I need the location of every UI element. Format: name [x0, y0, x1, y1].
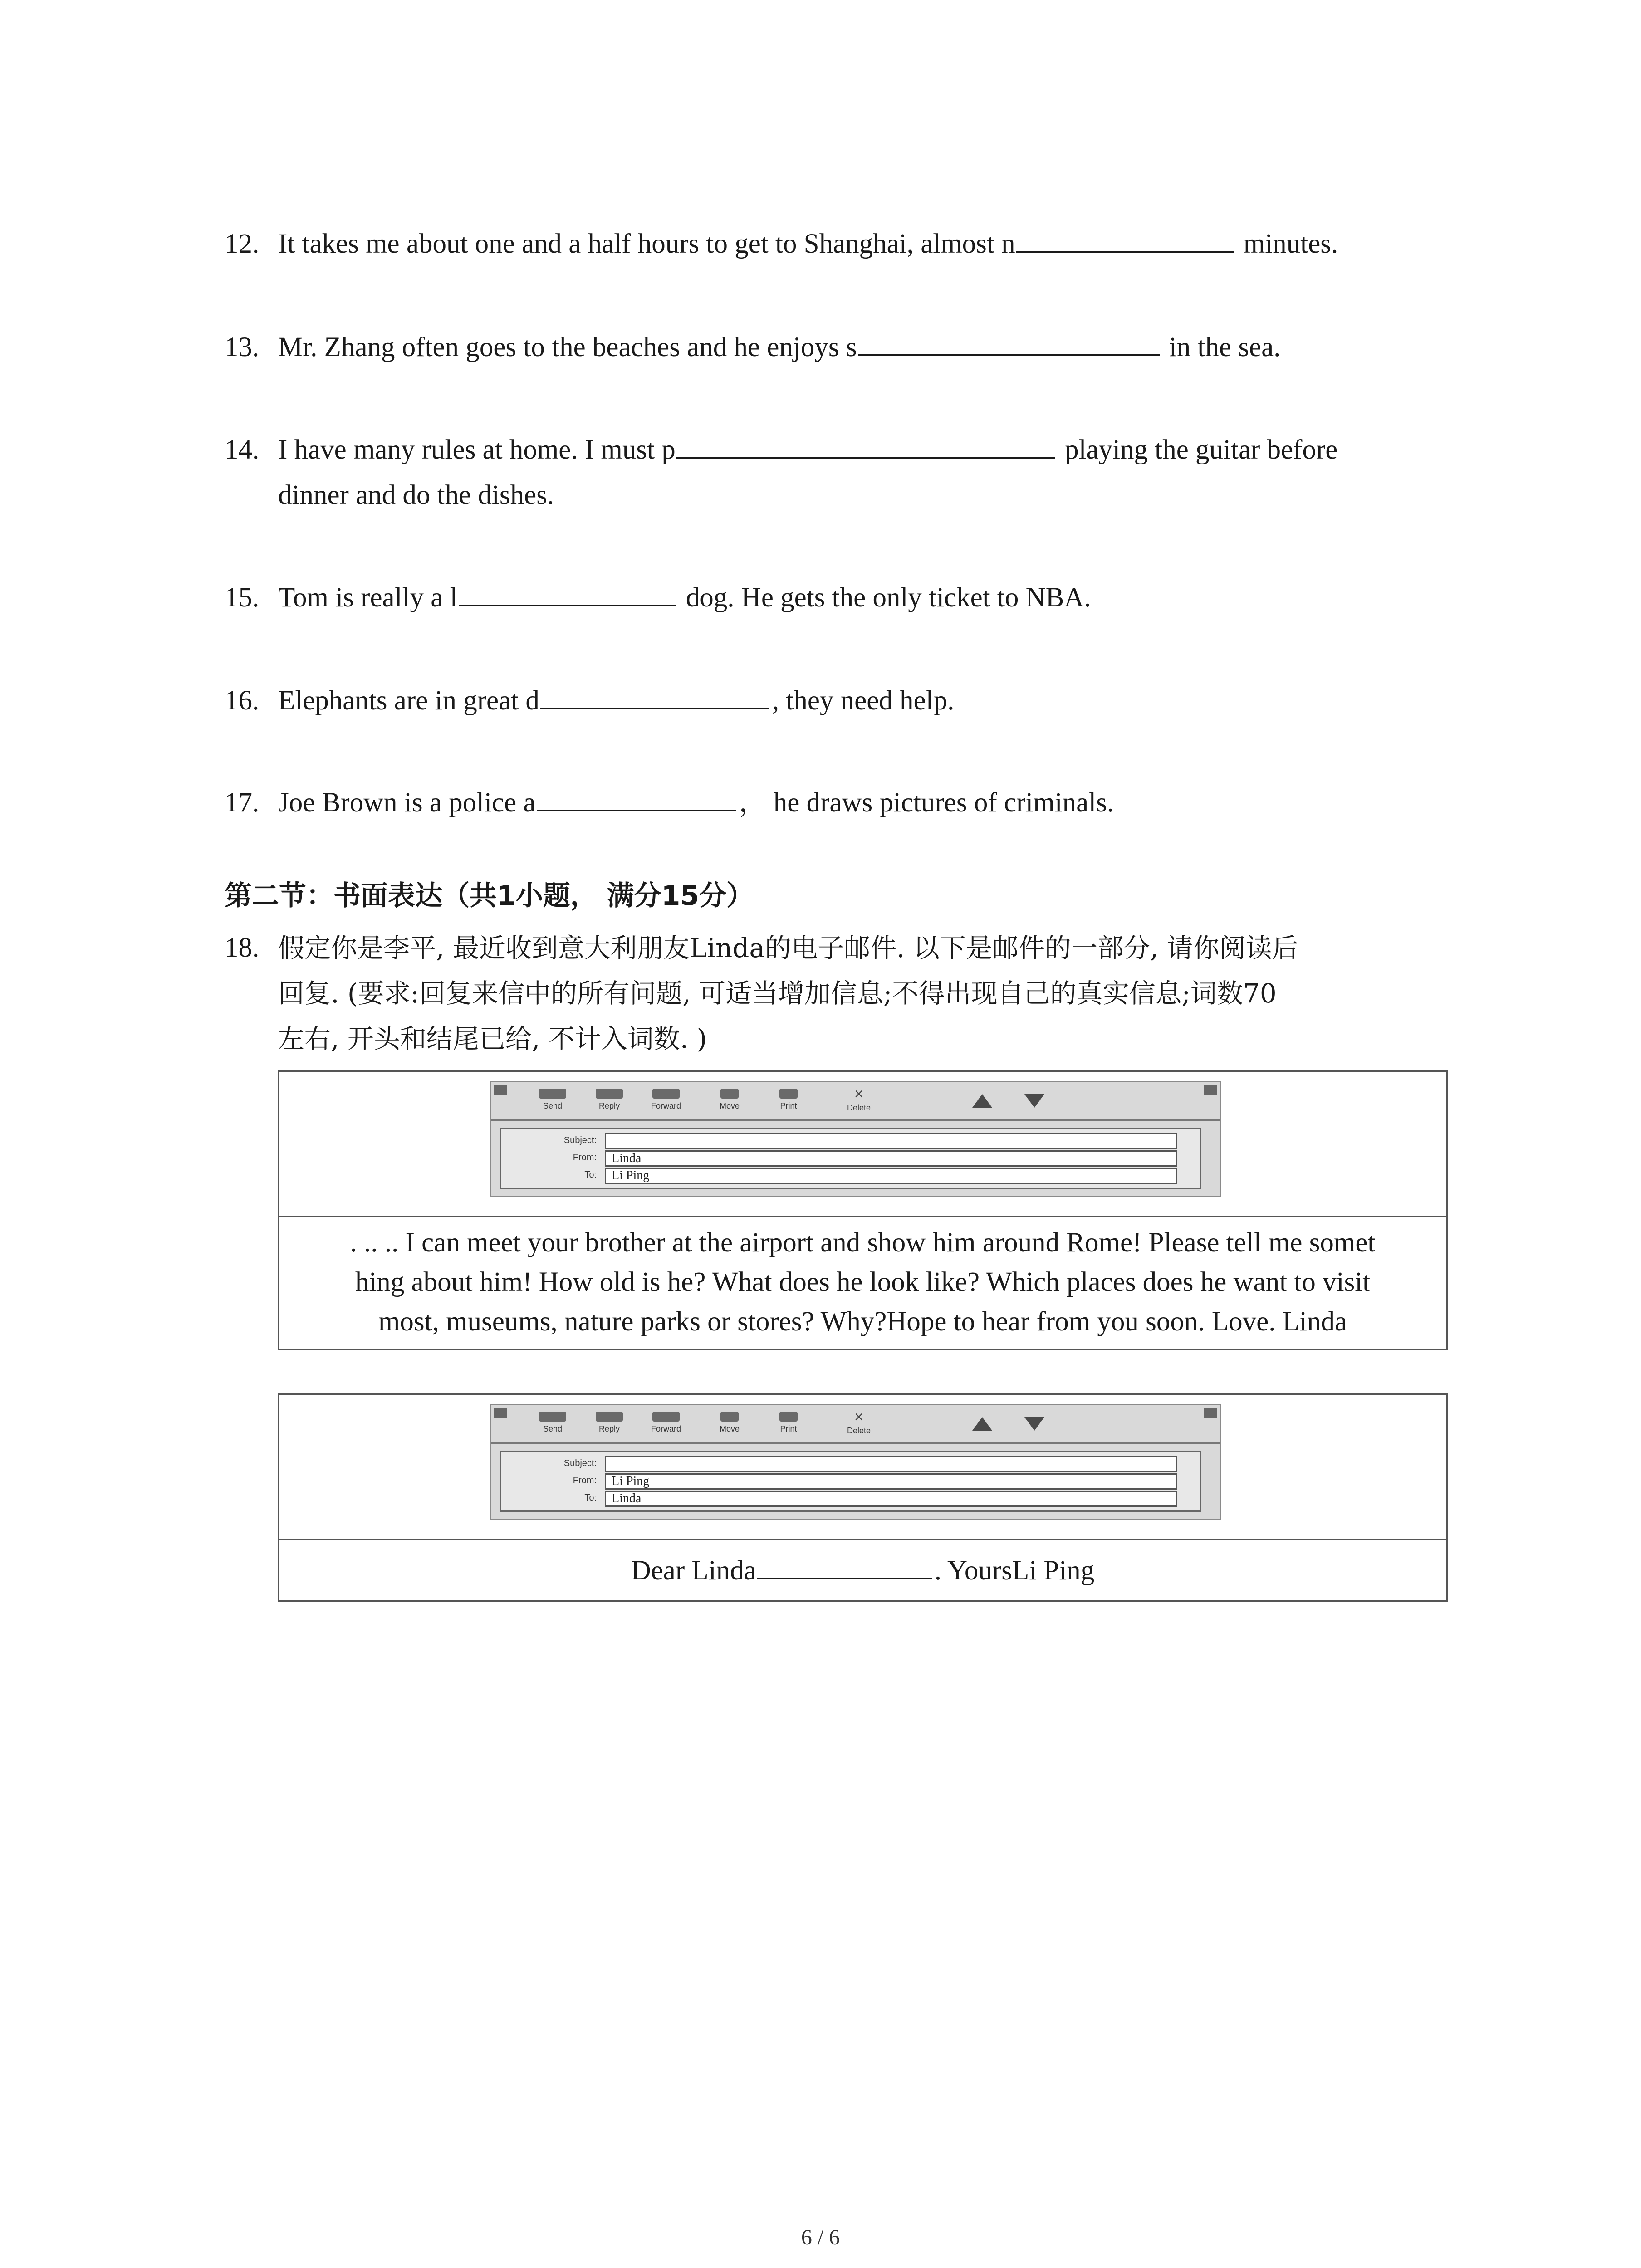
question-text-end: , they need help. — [772, 685, 955, 716]
answer-blank[interactable] — [540, 679, 769, 709]
to-field[interactable]: Linda — [605, 1491, 1177, 1507]
to-row — [501, 1490, 1200, 1506]
question-number: 15. — [225, 582, 260, 613]
email-screenshot-row — [279, 1395, 1446, 1540]
delete-icon: × — [854, 1408, 863, 1426]
print-icon — [779, 1089, 798, 1099]
email-body-line: most, museums, nature parks or stores? Why?Hope to hear from you soon. Love. Linda — [378, 1306, 1347, 1337]
answer-blank[interactable] — [537, 782, 736, 811]
question-text: Elephants are in great d — [278, 685, 539, 716]
window-corner-icon — [1204, 1408, 1217, 1418]
forward-button[interactable]: Forward — [641, 1412, 691, 1434]
question-text: Mr. Zhang often goes to the beaches and he enjoys s — [278, 332, 857, 362]
email-body — [279, 1217, 1446, 1349]
delete-button[interactable]: × Delete — [834, 1412, 884, 1436]
question-text-line2: dinner and do the dishes. — [278, 480, 554, 510]
answer-blank[interactable] — [459, 577, 676, 606]
scroll-down-icon[interactable] — [1024, 1094, 1044, 1108]
move-button[interactable]: Move — [705, 1089, 754, 1111]
question-text: Tom is really a l — [278, 582, 458, 613]
email-client-window — [490, 1404, 1221, 1520]
reply-icon — [596, 1089, 623, 1099]
from-row — [501, 1149, 1200, 1166]
question-number: 13. — [225, 332, 260, 362]
scroll-up-icon[interactable] — [972, 1417, 992, 1431]
print-button[interactable]: Print — [764, 1412, 813, 1434]
window-corner-icon — [494, 1408, 507, 1418]
answer-blank[interactable] — [1016, 223, 1234, 253]
email-toolbar — [491, 1082, 1220, 1121]
send-icon — [539, 1089, 566, 1099]
window-corner-icon — [494, 1085, 507, 1095]
from-field[interactable]: Linda — [605, 1150, 1177, 1167]
print-button[interactable]: Print — [764, 1089, 813, 1111]
move-icon — [720, 1089, 739, 1099]
email-body-line: hing about him! How old is he? What does he look like? Which places does he want to visit — [355, 1267, 1371, 1297]
email-header-form — [500, 1451, 1201, 1512]
section-title: 第二节：书面表达（共1小题， 满分15分） — [225, 880, 754, 912]
subject-label: Subject: — [563, 1135, 597, 1145]
reply-greeting: Dear Linda — [631, 1555, 756, 1586]
answer-blank[interactable] — [858, 326, 1160, 356]
to-label: To: — [584, 1170, 597, 1180]
reply-email-box — [278, 1393, 1448, 1602]
to-field[interactable]: Li Ping — [605, 1168, 1177, 1184]
reply-body — [279, 1540, 1446, 1600]
email-client-window — [490, 1081, 1221, 1197]
send-button[interactable]: Send — [528, 1089, 578, 1111]
question-text-end: minutes. — [1236, 229, 1338, 259]
from-label: From: — [573, 1153, 597, 1163]
question-number: 16. — [225, 685, 260, 716]
question-text: I have many rules at home. I must p — [278, 435, 676, 465]
question-text-end: ， he draws pictures of criminals. — [739, 787, 1114, 818]
forward-button[interactable]: Forward — [641, 1089, 691, 1111]
forward-icon — [652, 1089, 680, 1099]
reply-button[interactable]: Reply — [584, 1089, 634, 1111]
question-text-end: in the sea. — [1162, 332, 1281, 362]
subject-row — [501, 1455, 1200, 1471]
email-header-form — [500, 1128, 1201, 1189]
question-text: Joe Brown is a police a — [278, 787, 536, 818]
essay-prompt-line: 左右, 开头和结尾已给, 不计入词数. ) — [278, 1023, 707, 1054]
question-text: It takes me about one and a half hours to get to Shanghai, almost n — [278, 229, 1015, 259]
question-number: 18. — [225, 933, 260, 963]
question-number: 14. — [225, 435, 260, 465]
reply-button[interactable]: Reply — [584, 1412, 634, 1434]
essay-prompt-line: 回复. (要求:回复来信中的所有问题, 可适当增加信息;不得出现自己的真实信息;词数70 — [278, 978, 1277, 1009]
reply-icon — [596, 1412, 623, 1422]
question-number: 12. — [225, 229, 260, 259]
forward-icon — [652, 1412, 680, 1422]
reply-closing: . YoursLi Ping — [934, 1555, 1095, 1586]
move-button[interactable]: Move — [705, 1412, 754, 1434]
received-email-box — [278, 1070, 1448, 1350]
delete-icon: × — [854, 1085, 863, 1103]
essay-prompt-line: 假定你是李平, 最近收到意大利朋友Linda的电子邮件. 以下是邮件的一部分, 请你阅读后 — [278, 933, 1298, 963]
from-field[interactable]: Li Ping — [605, 1473, 1177, 1490]
send-button[interactable]: Send — [528, 1412, 578, 1434]
scroll-up-icon[interactable] — [972, 1094, 992, 1108]
subject-field[interactable] — [605, 1133, 1177, 1149]
subject-label: Subject: — [563, 1458, 597, 1468]
subject-row — [501, 1132, 1200, 1149]
answer-blank[interactable] — [676, 429, 1055, 459]
question-text-end: playing the guitar before — [1058, 435, 1338, 465]
page-number: 6 / 6 — [801, 2225, 840, 2249]
question-text-end: dog. He gets the only ticket to NBA. — [679, 582, 1091, 613]
move-icon — [720, 1412, 739, 1422]
scroll-down-icon[interactable] — [1024, 1417, 1044, 1431]
from-label: From: — [573, 1476, 597, 1486]
subject-field[interactable] — [605, 1456, 1177, 1472]
email-screenshot-row — [279, 1072, 1446, 1217]
window-corner-icon — [1204, 1085, 1217, 1095]
reply-answer-blank[interactable] — [757, 1549, 932, 1579]
from-row — [501, 1472, 1200, 1489]
to-label: To: — [584, 1493, 597, 1503]
print-icon — [779, 1412, 798, 1422]
email-body-line: . .. .. I can meet your brother at the airport and show him around Rome! Please tell me somet — [350, 1227, 1376, 1258]
send-icon — [539, 1412, 566, 1422]
email-toolbar — [491, 1405, 1220, 1444]
delete-button[interactable]: × Delete — [834, 1089, 884, 1113]
to-row — [501, 1167, 1200, 1183]
question-number: 17. — [225, 787, 260, 818]
